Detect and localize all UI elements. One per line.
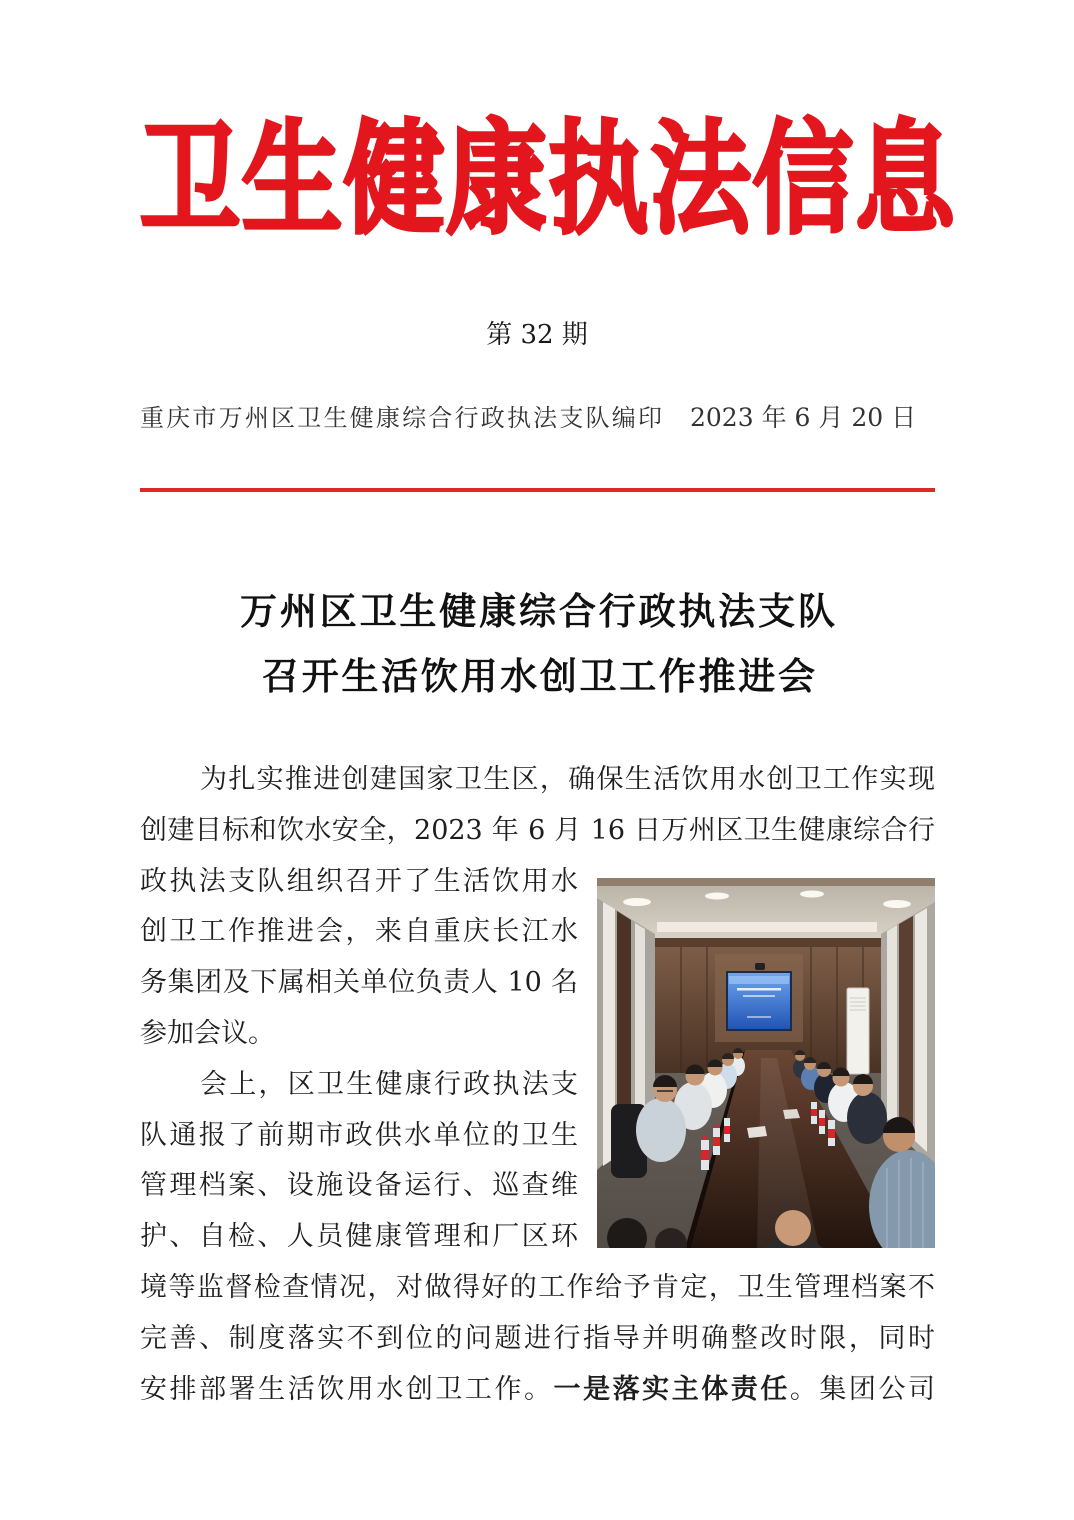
article-title-line-2: 召开生活饮用水创卫工作推进会	[262, 654, 815, 698]
masthead-title: 卫生健康执法信息	[140, 108, 955, 251]
body-line: 会上，区卫生健康行政执法支	[200, 1068, 578, 1100]
air-conditioner	[847, 988, 869, 1074]
body-line: 完善、制度落实不到位的问题进行指导并明确整改时限，同时	[140, 1322, 935, 1354]
body-text: 安排部署生活饮用水创卫工作。	[140, 1373, 554, 1405]
projection-screen	[727, 963, 791, 1030]
body-line: 创卫工作推进会，来自重庆长江水	[140, 916, 578, 948]
publisher: 重庆市万州区卫生健康综合行政执法支队编印	[140, 404, 662, 432]
body-line: 护、自检、人员健康管理和厂区环	[140, 1221, 578, 1253]
body-line	[140, 1365, 935, 1416]
body-line: 创建目标和饮水安全，2023 年 6 月 16 日万州区卫生健康综合行	[140, 814, 935, 846]
body-text: 。集团公司	[789, 1373, 936, 1405]
header-divider	[140, 488, 935, 492]
imprint-line	[140, 400, 935, 436]
body-line: 务集团及下属相关单位负责人 10 名	[140, 967, 578, 999]
meeting-photo	[597, 878, 935, 1248]
body-line: 境等监督检查情况，对做得好的工作给予肯定，卫生管理档案不	[140, 1271, 935, 1303]
issue-number: 第 32 期	[486, 320, 588, 350]
body-line: 管理档案、设施设备运行、巡查维	[140, 1170, 578, 1202]
body-line: 为扎实推进创建国家卫生区，确保生活饮用水创卫工作实现	[200, 764, 935, 795]
body-line: 政执法支队组织召开了生活饮用水	[140, 865, 578, 897]
publish-date: 2023 年 6 月 20 日	[690, 403, 917, 432]
emphasis-text: 一是落实主体责任	[553, 1373, 790, 1405]
article-title-line-1: 万州区卫生健康综合行政执法支队	[240, 589, 835, 633]
body-line: 参加会议。	[140, 1017, 275, 1049]
body-line: 队通报了前期市政供水单位的卫生	[140, 1119, 578, 1151]
